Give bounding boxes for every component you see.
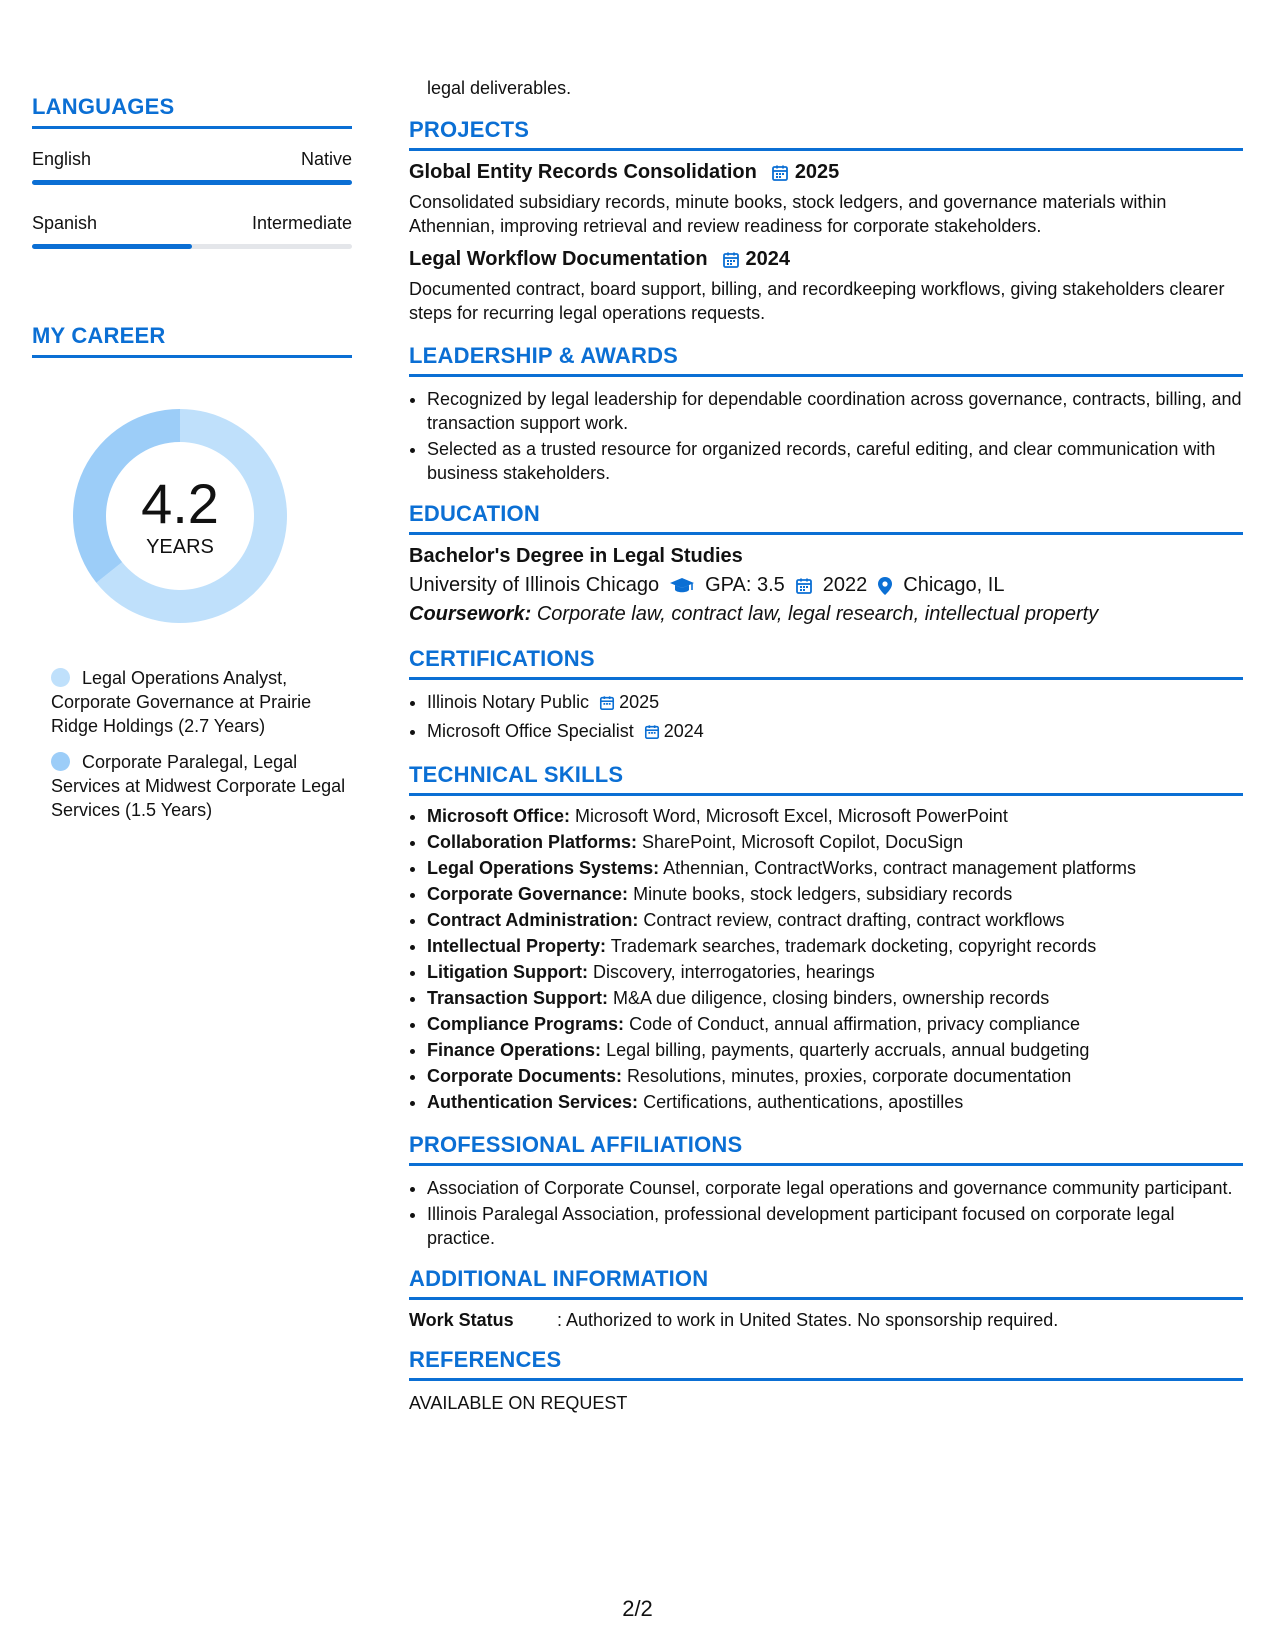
skill-value: SharePoint, Microsoft Copilot, DocuSign: [642, 832, 964, 852]
skill-item: [427, 1064, 1243, 1088]
career-legend-item: [51, 666, 352, 738]
skill-label: Compliance Programs:: [427, 1014, 625, 1034]
skill-item: [427, 1012, 1243, 1036]
career-title: MY CAREER: [32, 323, 352, 358]
project-desc: Documented contract, board support, billing, and recordkeeping workflows, giving stakeholders clearer steps for recurring legal operations requests.: [409, 279, 1225, 323]
project-year: 2025: [794, 161, 840, 183]
references-section: [409, 1347, 1243, 1414]
skill-label: Legal Operations Systems:: [427, 858, 660, 878]
projects-title: PROJECTS: [409, 117, 1243, 151]
education-section: [409, 501, 1243, 626]
career-total: 4.2: [141, 472, 219, 535]
project-name: Global Entity Records Consolidation: [409, 161, 757, 183]
certification-name: Illinois Notary Public: [427, 692, 590, 712]
project-year: 2024: [745, 248, 791, 270]
sidebar: [32, 94, 352, 834]
skill-label: Transaction Support:: [427, 988, 609, 1008]
language-bar-fill: [32, 244, 192, 249]
skill-item: [427, 986, 1243, 1010]
skill-item: [427, 856, 1243, 880]
skill-label: Corporate Governance:: [427, 884, 629, 904]
school-location: Chicago, IL: [903, 574, 1005, 596]
skill-value: Contract review, contract drafting, contract workflows: [643, 910, 1065, 930]
affiliation-item: • Association of Corporate Counsel, corporate legal operations and governance community participant.: [427, 1176, 1243, 1200]
certification-item: [427, 719, 1243, 746]
skill-value: Athennian, ContractWorks, contract management platforms: [663, 858, 1136, 878]
skill-label: Corporate Documents:: [427, 1066, 623, 1086]
coursework: [409, 603, 1243, 626]
certification-year: 2024: [663, 721, 704, 741]
skills-title: TECHNICAL SKILLS: [409, 762, 1243, 796]
page-number: 2/2: [622, 1596, 653, 1621]
skill-label: Intellectual Property:: [427, 936, 607, 956]
career-legend: [51, 666, 352, 822]
additional-title: ADDITIONAL INFORMATION: [409, 1266, 1243, 1300]
language-bar: [32, 244, 352, 249]
affiliations-section: [409, 1132, 1243, 1250]
skill-value: Minute books, stock ledgers, subsidiary records: [633, 884, 1013, 904]
main-column: [409, 78, 1243, 1414]
skill-label: Finance Operations:: [427, 1040, 602, 1060]
language-item: [32, 213, 352, 249]
project-item: [409, 248, 1243, 325]
legend-dot: [51, 668, 70, 687]
languages-title: LANGUAGES: [32, 94, 352, 129]
affiliations-title: PROFESSIONAL AFFILIATIONS: [409, 1132, 1243, 1166]
coursework-label: Coursework:: [409, 603, 532, 625]
award-item: • Recognized by legal leadership for dependable coordination across governance, contracts, billing, and transaction support work.: [427, 387, 1243, 435]
project-desc: Consolidated subsidiary records, minute books, stock ledgers, and governance materials within Athennian, improving retrieval and review readiness for corporate stakeholders.: [409, 192, 1167, 236]
language-bar: [32, 180, 352, 185]
skill-value: Resolutions, minutes, proxies, corporate documentation: [627, 1066, 1072, 1086]
language-name: Spanish: [32, 213, 98, 233]
education-details: [409, 574, 1243, 597]
references-title: REFERENCES: [409, 1347, 1243, 1381]
skill-value: Microsoft Word, Microsoft Excel, Microsoft PowerPoint: [575, 806, 1008, 826]
skill-item: [427, 830, 1243, 854]
award-item: • Selected as a trusted resource for organized records, careful editing, and clear communication with business stakeholders.: [427, 437, 1243, 485]
calendar-icon: [599, 693, 615, 717]
career-item-text: Corporate Paralegal, Legal Services at Midwest Corporate Legal Services (1.5 Years): [51, 752, 346, 820]
skill-label: Contract Administration:: [427, 910, 639, 930]
skills-section: [409, 762, 1243, 1114]
skill-label: Litigation Support:: [427, 962, 588, 982]
skill-item: [427, 804, 1243, 828]
skill-item: [427, 1038, 1243, 1062]
career-legend-item: [51, 750, 352, 822]
certification-item: [427, 690, 1243, 717]
coursework-value: Corporate law, contract law, legal research, intellectual property: [536, 603, 1099, 625]
location-pin-icon: [877, 576, 893, 596]
certifications-section: [409, 646, 1243, 746]
gpa: GPA: 3.5: [705, 574, 785, 596]
skill-item: [427, 960, 1243, 984]
skill-value: Trademark searches, trademark docketing, copyright records: [610, 936, 1097, 956]
calendar-icon: [722, 251, 740, 269]
calendar-icon: [795, 577, 813, 595]
certifications-title: CERTIFICATIONS: [409, 646, 1243, 680]
skill-item: [427, 908, 1243, 932]
legend-dot: [51, 752, 70, 771]
work-status-value: : Authorized to work in United States. No sponsorship required.: [557, 1310, 1059, 1330]
language-bar-fill: [32, 180, 352, 185]
graduation-year: 2022: [822, 574, 868, 596]
skill-label: Collaboration Platforms:: [427, 832, 638, 852]
project-name: Legal Workflow Documentation: [409, 248, 708, 270]
certification-year: 2025: [619, 692, 660, 712]
skill-item: [427, 1090, 1243, 1114]
awards-title: LEADERSHIP & AWARDS: [409, 343, 1243, 377]
language-level: Intermediate: [251, 213, 352, 233]
project-item: [409, 161, 1243, 238]
references-text: AVAILABLE ON REQUEST: [409, 1393, 628, 1413]
language-level: Native: [300, 149, 352, 169]
skill-item: [427, 934, 1243, 958]
skill-item: [427, 882, 1243, 906]
work-status-label: Work Status: [409, 1310, 514, 1330]
career-item-text: Legal Operations Analyst, Corporate Governance at Prairie Ridge Holdings (2.7 Years): [51, 668, 312, 736]
certification-name: Microsoft Office Specialist: [427, 721, 634, 741]
career-donut: [66, 402, 294, 630]
projects-section: [409, 117, 1243, 325]
language-name: English: [32, 149, 92, 169]
language-item: [32, 149, 352, 185]
education-title: EDUCATION: [409, 501, 1243, 535]
calendar-icon: [644, 722, 660, 746]
affiliation-item: • Illinois Paralegal Association, professional development participant focused on corporate legal practice.: [427, 1202, 1243, 1250]
skill-value: Certifications, authentications, apostilles: [643, 1092, 964, 1112]
skill-value: Discovery, interrogatories, hearings: [592, 962, 875, 982]
skill-value: Legal billing, payments, quarterly accruals, annual budgeting: [606, 1040, 1090, 1060]
graduation-cap-icon: [669, 577, 695, 595]
skill-label: Authentication Services:: [427, 1092, 639, 1112]
degree-title: Bachelor's Degree in Legal Studies: [409, 545, 743, 567]
additional-section: [409, 1266, 1243, 1331]
skill-label: Microsoft Office:: [427, 806, 571, 826]
awards-section: [409, 343, 1243, 485]
calendar-icon: [771, 164, 789, 182]
school-name: University of Illinois Chicago: [409, 574, 660, 596]
skill-value: Code of Conduct, annual affirmation, privacy compliance: [629, 1014, 1080, 1034]
skill-value: M&A due diligence, closing binders, ownership records: [613, 988, 1050, 1008]
continued-text: legal deliverables.: [427, 78, 572, 98]
career-unit: YEARS: [146, 536, 214, 558]
